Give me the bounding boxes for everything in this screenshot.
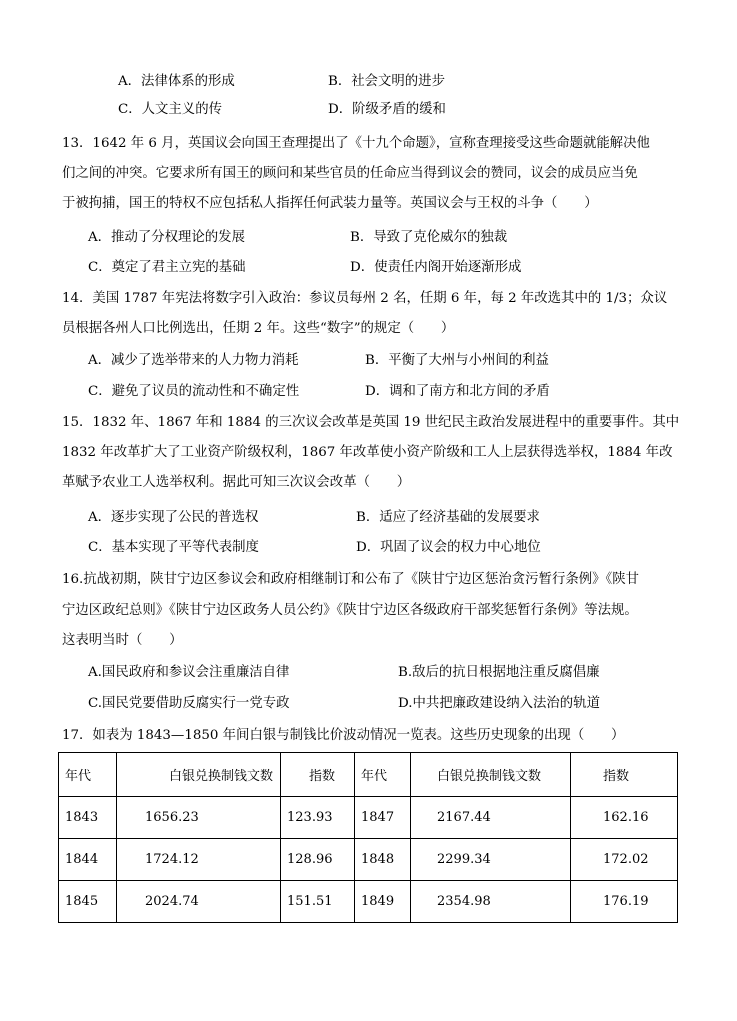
q14-text-line-1: 14．美国 1787 年宪法将数字引入政治：参议员每州 2 名，任期 6 年，每 2 年改选其中的 1/3；众议 <box>62 291 668 306</box>
q16-option-a: A.国民政府和参议会注重廉洁自律 <box>88 665 290 680</box>
q16-option-d: D.中共把廉政建设纳入法治的轨道 <box>398 696 600 711</box>
q14-text-line-2: 员根据各州人口比例选出，任期 2 年。这些“数字”的规定（ ） <box>62 321 455 336</box>
q14-option-a: A．减少了选举带来的人力物力消耗 <box>88 353 299 368</box>
table-cell: 128.96 <box>281 839 355 881</box>
q12-option-c: C．人文主义的传 <box>118 102 222 117</box>
q13-text-line-2: 们之间的冲突。它要求所有国王的顾问和某些官员的任命应当得到议会的赞同，议会的成员应当免 <box>62 166 638 181</box>
q16-text-line-1: 16.抗战初期，陕甘宁边区参议会和政府相继制订和公布了《陕甘宁边区惩治贪污暂行条例》《陕甘 <box>62 572 639 587</box>
q15-option-d: D．巩固了议会的权力中心地位 <box>356 540 541 555</box>
table-cell: 1847 <box>355 797 411 839</box>
q17-text-line: 17．如表为 1843—1850 年间白银与制钱比价波动情况一览表。这些历史现象的出现（ ） <box>62 728 625 743</box>
table-cell: 1845 <box>59 881 117 923</box>
q13-option-a: A．推动了分权理论的发展 <box>88 230 245 245</box>
table-header-cell: 指数 <box>281 753 355 797</box>
q13-text-line-1: 13．1642 年 6 月，英国议会向国王查理提出了《十九个命题》，宣称查理接受这些命题就能解决他 <box>62 136 650 151</box>
q15-option-c: C．基本实现了平等代表制度 <box>88 540 259 555</box>
table-row <box>59 797 678 839</box>
table-header-cell: 白银兑换制钱文数 <box>411 753 571 797</box>
q12-option-a: A．法律体系的形成 <box>118 74 235 89</box>
q16-text-line-3: 这表明当时（ ） <box>62 633 183 648</box>
table-header-cell: 年代 <box>355 753 411 797</box>
table-cell: 2024.74 <box>117 881 281 923</box>
q13-text-line-3: 于被拘捕，国王的特权不应包括私人指挥任何武装力量等。英国议会与王权的斗争（ ） <box>62 196 598 211</box>
table-cell: 2167.44 <box>411 797 571 839</box>
table-header-cell: 指数 <box>571 753 678 797</box>
table-row <box>59 839 678 881</box>
table-cell: 1849 <box>355 881 411 923</box>
table-cell: 1724.12 <box>117 839 281 881</box>
q12-option-b: B．社会文明的进步 <box>328 74 445 89</box>
q15-option-a: A．逐步实现了公民的普选权 <box>88 510 259 525</box>
table-cell: 1843 <box>59 797 117 839</box>
table-cell: 123.93 <box>281 797 355 839</box>
q15-option-b: B．适应了经济基础的发展要求 <box>356 510 540 525</box>
q16-option-c: C.国民党要借助反腐实行一党专政 <box>88 696 290 711</box>
table-cell: 172.02 <box>571 839 678 881</box>
table-cell: 151.51 <box>281 881 355 923</box>
q16-option-b: B.敌后的抗日根据地注重反腐倡廉 <box>398 665 600 680</box>
table-cell: 1844 <box>59 839 117 881</box>
table-cell: 162.16 <box>571 797 678 839</box>
table-cell: 1848 <box>355 839 411 881</box>
q13-option-d: D．使责任内阁开始逐渐形成 <box>350 260 522 275</box>
table-header-cell: 年代 <box>59 753 117 797</box>
q15-text-line-3: 革赋予农业工人选举权利。据此可知三次议会改革（ ） <box>62 475 411 490</box>
q13-option-c: C．奠定了君主立宪的基础 <box>88 260 246 275</box>
table-header-row <box>59 753 678 797</box>
q16-text-line-2: 宁边区政纪总则》《陕甘宁边区政务人员公约》《陕甘宁边区各级政府干部奖惩暂行条例》等法规。 <box>62 603 638 618</box>
q14-option-c: C．避免了议员的流动性和不确定性 <box>88 384 300 399</box>
table-row <box>59 881 678 923</box>
q14-option-d: D．调和了南方和北方间的矛盾 <box>365 384 550 399</box>
silver-copper-ratio-table <box>58 752 678 923</box>
table-cell: 2299.34 <box>411 839 571 881</box>
table-cell: 1656.23 <box>117 797 281 839</box>
table-header-cell: 白银兑换制钱文数 <box>117 753 281 797</box>
q14-option-b: B．平衡了大州与小州间的利益 <box>365 353 549 368</box>
table-cell: 176.19 <box>571 881 678 923</box>
q12-option-d: D．阶级矛盾的缓和 <box>328 102 446 117</box>
q15-text-line-1: 15．1832 年、1867 年和 1884 的三次议会改革是英国 19 世纪民主政治发展进程中的重要事件。其中 <box>62 415 680 430</box>
table-cell: 2354.98 <box>411 881 571 923</box>
q15-text-line-2: 1832 年改革扩大了工业资产阶级权利，1867 年改革使小资产阶级和工人上层获得选举权，1884 年改 <box>62 445 673 460</box>
q13-option-b: B．导致了克伦威尔的独裁 <box>350 230 508 245</box>
